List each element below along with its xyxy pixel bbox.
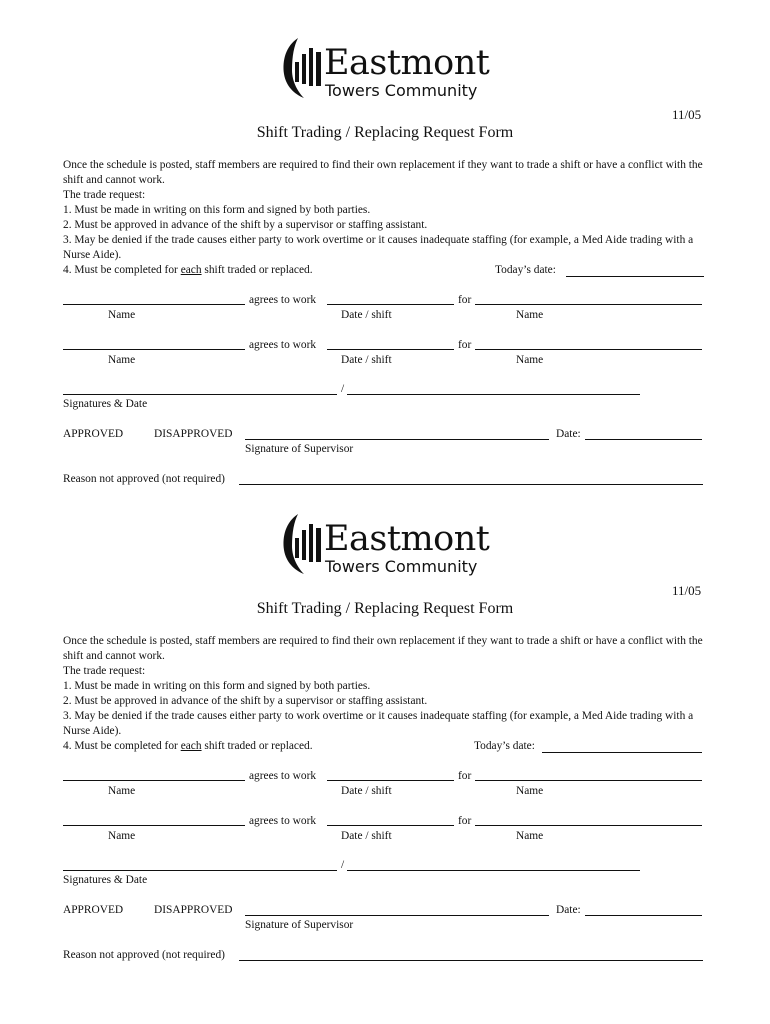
for-label: for [458, 294, 472, 306]
name-caption: Name [516, 309, 544, 321]
agrees-to-work-label: agrees to work [249, 770, 317, 782]
rule-4: 4. Must be completed for each shift traded or replaced. [63, 740, 313, 752]
trade-request-label: The trade request: [63, 189, 146, 201]
agrees-to-work-label: agrees to work [249, 339, 317, 351]
signature-field-1[interactable] [63, 870, 337, 871]
date-shift-field-1[interactable] [327, 304, 454, 305]
signature-slash: / [341, 383, 345, 395]
replaced-name-field-2[interactable] [475, 825, 702, 826]
logo-subtitle: Towers Community [325, 557, 478, 576]
name-field-2[interactable] [63, 349, 245, 350]
date-shift-field-1[interactable] [327, 780, 454, 781]
supervisor-signature-caption: Signature of Supervisor [245, 443, 354, 455]
name-field-1[interactable] [63, 304, 245, 305]
form-2 [0, 476, 770, 961]
rule-1: 1. Must be made in writing on this form and signed by both parties. [63, 204, 371, 216]
agrees-to-work-label: agrees to work [249, 294, 317, 306]
logo-subtitle: Towers Community [325, 81, 478, 100]
instructions [63, 634, 713, 754]
rule-2: 2. Must be approved in advance of the shift by a supervisor or staffing assistant. [63, 695, 428, 707]
intro-text: Once the schedule is posted, staff members are required to find their own replacement if they want to trade a shift or have a conflict with the shift and cannot work. [63, 159, 703, 186]
todays-date-field[interactable] [542, 752, 702, 753]
rule-4: 4. Must be completed for each shift traded or replaced. [63, 264, 313, 276]
date-shift-caption: Date / shift [341, 785, 392, 797]
name-caption: Name [516, 830, 544, 842]
approval-date-field[interactable] [585, 915, 702, 916]
replaced-name-field-1[interactable] [475, 304, 702, 305]
rule-3: 3. May be denied if the trade causes either party to work overtime or it causes inadequate staffing (for example, a Med Aide trading with a Nurse Aide). [63, 710, 694, 737]
todays-date-label: Today’s date: [474, 740, 535, 752]
signature-slash: / [341, 859, 345, 871]
intro-text: Once the schedule is posted, staff members are required to find their own replacement if they want to trade a shift or have a conflict with the shift and cannot work. [63, 635, 703, 662]
form-title: Shift Trading / Replacing Request Form [256, 124, 514, 141]
todays-date-field[interactable] [566, 276, 704, 277]
name-caption: Name [108, 785, 136, 797]
logo-name: Eastmont [324, 43, 490, 83]
rule-2: 2. Must be approved in advance of the shift by a supervisor or staffing assistant. [63, 219, 428, 231]
date-label: Date: [556, 428, 581, 440]
date-shift-field-2[interactable] [327, 825, 454, 826]
name-caption: Name [516, 785, 544, 797]
signature-field-2[interactable] [347, 870, 640, 871]
name-caption: Name [108, 309, 136, 321]
name-caption: Name [108, 830, 136, 842]
name-field-1[interactable] [63, 780, 245, 781]
date-shift-caption: Date / shift [341, 354, 392, 366]
date-label: Date: [556, 904, 581, 916]
for-label: for [458, 770, 472, 782]
replaced-name-field-1[interactable] [475, 780, 702, 781]
supervisor-signature-field[interactable] [245, 915, 549, 916]
name-caption: Name [516, 354, 544, 366]
form-date-code: 11/05 [672, 107, 702, 122]
name-field-2[interactable] [63, 825, 245, 826]
signatures-date-label: Signatures & Date [63, 874, 148, 886]
supervisor-signature-field[interactable] [245, 439, 549, 440]
date-shift-caption: Date / shift [341, 309, 392, 321]
trade-request-label: The trade request: [63, 665, 146, 677]
reason-field[interactable] [239, 960, 703, 961]
signatures-date-label: Signatures & Date [63, 398, 148, 410]
form-1 [0, 0, 770, 485]
date-shift-caption: Date / shift [341, 830, 392, 842]
instructions [63, 158, 713, 278]
todays-date-label: Today’s date: [495, 264, 556, 276]
date-shift-field-2[interactable] [327, 349, 454, 350]
name-caption: Name [108, 354, 136, 366]
approved-option[interactable]: APPROVED [63, 904, 124, 916]
eastmont-logo [278, 512, 498, 580]
replaced-name-field-2[interactable] [475, 349, 702, 350]
rule-3: 3. May be denied if the trade causes either party to work overtime or it causes inadequate staffing (for example, a Med Aide trading with a Nurse Aide). [63, 234, 694, 261]
signature-field-2[interactable] [347, 394, 640, 395]
signature-field-1[interactable] [63, 394, 337, 395]
rule-1: 1. Must be made in writing on this form and signed by both parties. [63, 680, 371, 692]
logo-bars-icon [278, 512, 326, 580]
disapproved-option[interactable]: DISAPPROVED [154, 904, 233, 916]
form-title: Shift Trading / Replacing Request Form [256, 600, 514, 617]
reason-label: Reason not approved (not required) [63, 473, 225, 485]
agrees-to-work-label: agrees to work [249, 815, 317, 827]
for-label: for [458, 815, 472, 827]
eastmont-logo [278, 36, 498, 104]
approval-date-field[interactable] [585, 439, 702, 440]
logo-bars-icon [278, 36, 326, 104]
disapproved-option[interactable]: DISAPPROVED [154, 428, 233, 440]
form-date-code: 11/05 [672, 583, 702, 598]
for-label: for [458, 339, 472, 351]
logo-name: Eastmont [324, 519, 490, 559]
approved-option[interactable]: APPROVED [63, 428, 124, 440]
supervisor-signature-caption: Signature of Supervisor [245, 919, 354, 931]
reason-label: Reason not approved (not required) [63, 949, 225, 961]
